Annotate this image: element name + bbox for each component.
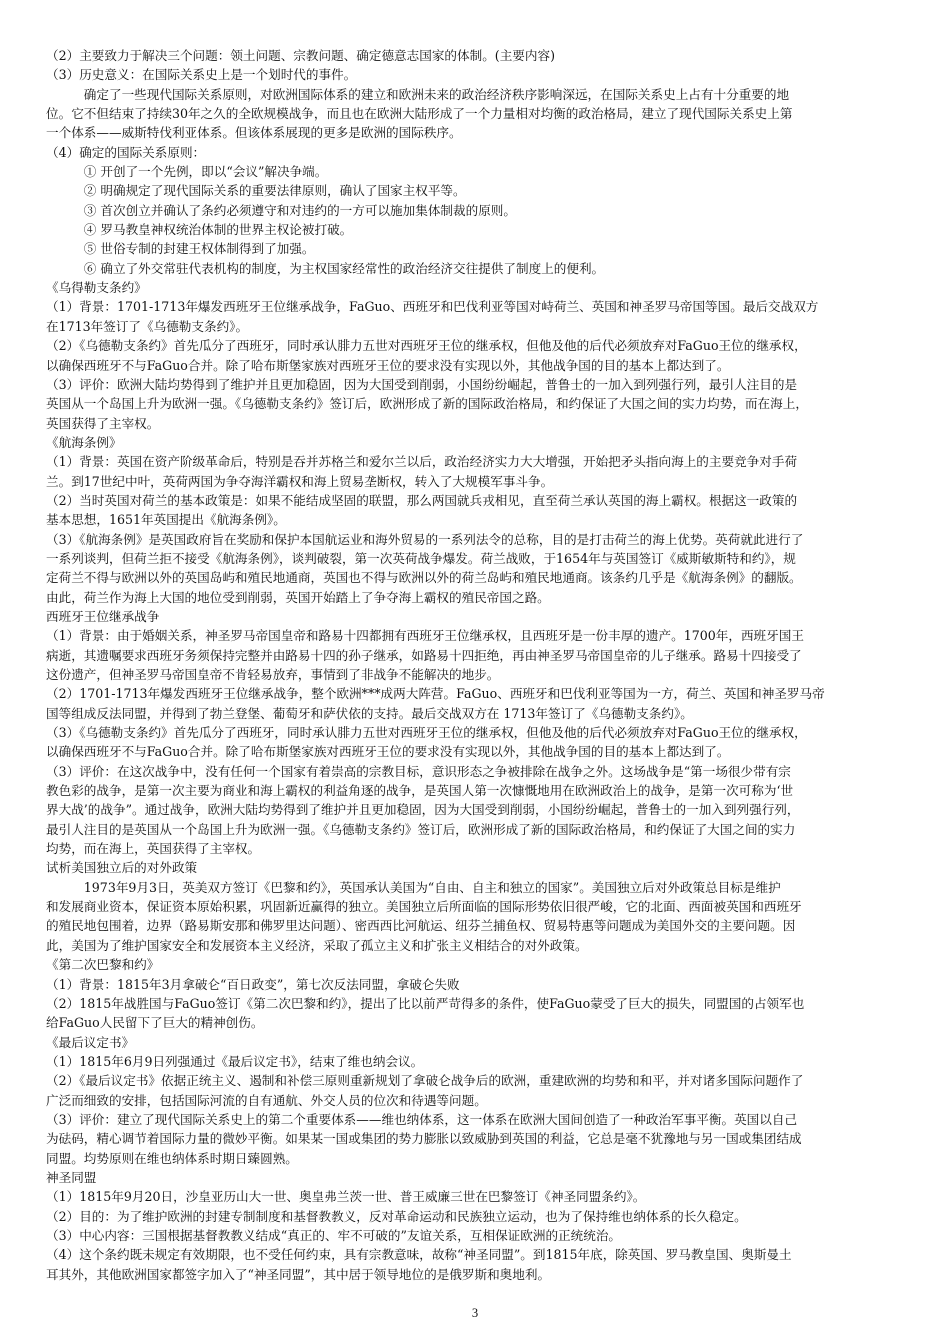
text-line: 《最后议定书》 <box>46 1034 135 1050</box>
text-line: （2）主要致力于解决三个问题：领土问题、宗教问题、确定德意志国家的体制。(主要内容) <box>46 48 555 63</box>
text-line: 基本思想，1651年英国提出《航海条例》。 <box>46 512 286 528</box>
text-line: 定荷兰不得与欧洲以外的英国岛屿和殖民地通商，英国也不得与欧洲以外的荷兰岛屿和殖民地通商。该条约几乎是《航海条例》的翻版。 <box>46 570 802 586</box>
text-line: 《航海条例》 <box>46 434 122 450</box>
text-line: 西班牙王位继承战争 <box>46 608 160 624</box>
text-line: （3）评价：在这次战争中，没有任何一个国家有着崇高的宗教目标，意识形态之争被排除在战争之外。这场战争是“第一场很少带有宗 <box>46 763 791 779</box>
text-line: 由此，荷兰作为海上大国的地位受到削弱，英国开始踏上了争夺海上霸权的殖民帝国之路。 <box>46 589 550 605</box>
text-line: ⑤ 世俗专制的封建王权体制得到了加强。 <box>46 241 315 257</box>
text-line: 给FaGuo人民留下了巨大的精神创伤。 <box>46 1015 264 1031</box>
text-line: （1）1815年9月20日，沙皇亚历山大一世、奥皇弗兰茨一世、普王威廉三世在巴黎签订《神圣同盟条约》。 <box>46 1189 646 1205</box>
text-line: （2）《最后议定书》依据正统主义、遏制和补偿三原则重新规划了拿破仑战争后的欧洲，重建欧洲的均势和和平，并对诸多国际问题作了 <box>46 1073 804 1089</box>
text-line: 一系列谈判，但荷兰拒不接受《航海条例》，谈判破裂，第一次英荷战争爆发。荷兰战败，于1654年与英国签订《威斯敏斯特和约》，规 <box>46 550 796 566</box>
text-line: 试析美国独立后的对外政策 <box>46 860 198 876</box>
text-line: 此，美国为了维护国家安全和发展资本主义经济，采取了孤立主义和扩张主义相结合的对外政策。 <box>46 937 588 953</box>
text-line: （1）背景：1815年3月拿破仑“百日政变”，第七次反法同盟，拿破仑失败 <box>46 976 460 992</box>
text-line: 的殖民地包围着，边界（路易斯安那和佛罗里达问题）、密西西比河航运、纽芬兰捕鱼权、贸易特惠等问题成为美国外交的主要问题。因 <box>46 918 796 934</box>
text-line: （3）《乌德勒支条约》首先瓜分了西班牙，同时承认腓力五世对西班牙王位的继承权，但他及他的后代必须放弃对FaGuo王位的继承权， <box>46 725 807 741</box>
text-line: 同盟。均势原则在维也纳体系时期日臻圆熟。 <box>46 1150 298 1166</box>
text-line: ④ 罗马教皇神权统治体制的世界主权论被打破。 <box>46 222 353 238</box>
page-number: 3 <box>471 1306 479 1320</box>
text-line: 在1713年签订了《乌德勒支条约》。 <box>46 318 249 334</box>
text-line: （2）目的：为了维护欧洲的封建专制制度和基督教教义，反对革命运动和民族独立运动，也为了保持维也纳体系的长久稳定。 <box>46 1208 747 1224</box>
text-line: 均势，而在海上，英国获得了主宰权。 <box>46 841 261 857</box>
text-line: （3）《航海条例》是英国政府旨在奖励和保护本国航运业和海外贸易的一系列法令的总称，目的是打击荷兰的海上优势。英荷就此进行了 <box>46 531 804 547</box>
text-line: 《乌得勒支条约》 <box>46 280 147 296</box>
text-line: （4）确定的国际关系原则： <box>46 144 206 160</box>
text-line: 位。它不但结束了持续30年之久的全欧规模战争，而且也在欧洲大陆形成了一个力量相对均衡的政治格局，建立了现代国际关系史上第 <box>46 106 793 122</box>
text-line: 为砝码，精心调节着国际力量的微妙平衡。如果某一国或集团的势力膨胀以致威胁到英国的利益，它总是毫不犹豫地与另一国或集团结成 <box>46 1131 802 1147</box>
text-line: ③ 首次创立并确认了条约必须遵守和对违约的一方可以施加集体制裁的原则。 <box>46 202 516 218</box>
text-line: （2）1701-1713年爆发西班牙王位继承战争，整个欧洲***成两大阵营。FaGuo、西班牙和巴伐利亚等国为一方，荷兰、英国和神圣罗马帝 <box>46 686 825 702</box>
text-line: （3）评价：欧洲大陆均势得到了维护并且更加稳固，因为大国受到削弱，小国纷纷崛起，普鲁士的一加入到列强行列，最引人注目的是 <box>46 376 798 392</box>
text-line: 1973年9月3日，英美双方签订《巴黎和约》，英国承认美国为“自由、自主和独立的国家”。美国独立后对外政策总目标是维护 <box>46 879 781 895</box>
text-line: （3）评价：建立了现代国际关系史上的第二个重要体系——维也纳体系，这一体系在欧洲大国间创造了一种政治军事平衡。英国以自己 <box>46 1111 798 1127</box>
text-line: 兰。到17世纪中叶，英荷两国为争夺海洋霸权和海上贸易垄断权，转入了大规模军事斗争。 <box>46 473 554 489</box>
text-line: （3）历史意义：在国际关系史上是一个划时代的事件。 <box>46 67 357 83</box>
text-line: （3）中心内容：三国根据基督教教义结成“真正的、牢不可破的”友谊关系，互相保证欧洲的正统统治。 <box>46 1227 622 1243</box>
text-line: （1）1815年6月9日列强通过《最后议定书》，结束了维也纳会议。 <box>46 1053 424 1069</box>
text-line: 和发展商业资本，保证资本原始积累，巩固新近赢得的独立。美国独立后所面临的国际形势依旧很严峻，它的北面、西面被英国和西班牙 <box>46 899 802 915</box>
text-line: 这份遗产，但神圣罗马帝国皇帝不肯轻易放弃，事情到了非战争不能解决的地步。 <box>46 667 500 682</box>
text-line: 国等组成反法同盟，并得到了勃兰登堡、葡萄牙和萨伏依的支持。最后交战双方在 1713年签订了《乌德勒支条约》。 <box>46 705 693 721</box>
text-line: 耳其外，其他欧洲国家都签字加入了“神圣同盟”，其中居于领导地位的是俄罗斯和奥地利。 <box>46 1266 551 1282</box>
text-line: （2）《乌德勒支条约》首先瓜分了西班牙，同时承认腓力五世对西班牙王位的继承权，但他及他的后代必须放弃对FaGuo王位的继承权， <box>46 338 807 354</box>
document-page <box>46 46 911 1284</box>
text-line: 英国获得了主宰权。 <box>46 415 160 431</box>
text-line: （1）背景：1701-1713年爆发西班牙王位继承战争，FaGuo、西班牙和巴伐利亚等国对峙荷兰、英国和神圣罗马帝国等国。最后交战双方 <box>46 299 819 315</box>
text-line: （2）1815年战胜国与FaGuo签订《第二次巴黎和约》，提出了比以前严苛得多的条件，使FaGuo蒙受了巨大的损失，同盟国的占领军也 <box>46 995 805 1011</box>
text-line: ① 开创了一个先例，即以“会议”解决争端。 <box>46 164 328 180</box>
text-line: 界大战’的战争”。通过战争，欧洲大陆均势得到了维护并且更加稳固，因为大国受到削弱，小国纷纷崛起，普鲁士的一加入到列强行列， <box>46 802 800 818</box>
text-line: 以确保西班牙不与FaGuo合并。除了哈布斯堡家族对西班牙王位的要求没有实现以外，其他战争国的目的基本上都达到了。 <box>46 744 730 760</box>
text-line: 英国从一个岛国上升为欧洲一强。《乌德勒支条约》签订后，欧洲形成了新的国际政治格局，和约保证了大国之间的实力均势，而在海上， <box>46 396 808 412</box>
text-line: （2）当时英国对荷兰的基本政策是：如果不能结成坚固的联盟，那么两国就兵戎相见，直至荷兰承认英国的海上霸权。根据这一政策的 <box>46 492 798 508</box>
text-line: 最引人注目的是英国从一个岛国上升为欧洲一强。《乌德勒支条约》签订后，欧洲形成了新的国际政治格局，和约保证了大国之间的实力 <box>46 821 796 837</box>
text-line: 以确保西班牙不与FaGuo合并。除了哈布斯堡家族对西班牙王位的要求没有实现以外，其他战争国的目的基本上都达到了。 <box>46 357 730 373</box>
text-line: （1）背景：英国在资产阶级革命后，特别是吞并苏格兰和爱尔兰以后，政治经济实力大大增强，开始把矛头指向海上的主要竞争对手荷 <box>46 454 798 470</box>
text-line: 病逝，其遗嘱要求西班牙务须保持完整并由路易十四的孙子继承，如路易十四拒绝，再由神圣罗马帝国皇帝的儿子继承。路易十四接受了 <box>46 647 802 663</box>
text-line: ② 明确规定了现代国际关系的重要法律原则，确认了国家主权平等。 <box>46 183 466 199</box>
text-line: ⑥ 确立了外交常驻代表机构的制度，为主权国家经常性的政治经济交往提供了制度上的便利。 <box>46 260 605 276</box>
text-line: 教色彩的战争，是第一次主要为商业和海上霸权的利益角逐的战争，是英国人第一次慷慨地用在欧洲政治上的战争，是第一次可称为‘世 <box>46 783 794 799</box>
text-line: 神圣同盟 <box>46 1169 97 1185</box>
text-line: （4）这个条约既未规定有效期限，也不受任何约束，具有宗教意味，故称“神圣同盟”。到1815年底，除英国、罗马教皇国、奥斯曼土 <box>46 1247 792 1263</box>
text-line: 广泛而细致的安排，包括国际河流的自有通航、外交人员的位次和待遇等问题。 <box>46 1092 487 1108</box>
text-line: 一个体系——威斯特伐利亚体系。但该体系展现的更多是欧洲的国际秩序。 <box>46 125 462 141</box>
text-line: 确定了一些现代国际关系原则，对欧洲国际体系的建立和欧洲未来的政治经济秩序影响深远，在国际关系史上占有十分重要的地 <box>46 86 790 102</box>
text-line: 《第二次巴黎和约》 <box>46 957 160 973</box>
text-line: （1）背景：由于婚姻关系，神圣罗马帝国皇帝和路易十四都拥有西班牙王位继承权，且西班牙是一份丰厚的遗产。1700年，西班牙国王 <box>46 628 804 644</box>
